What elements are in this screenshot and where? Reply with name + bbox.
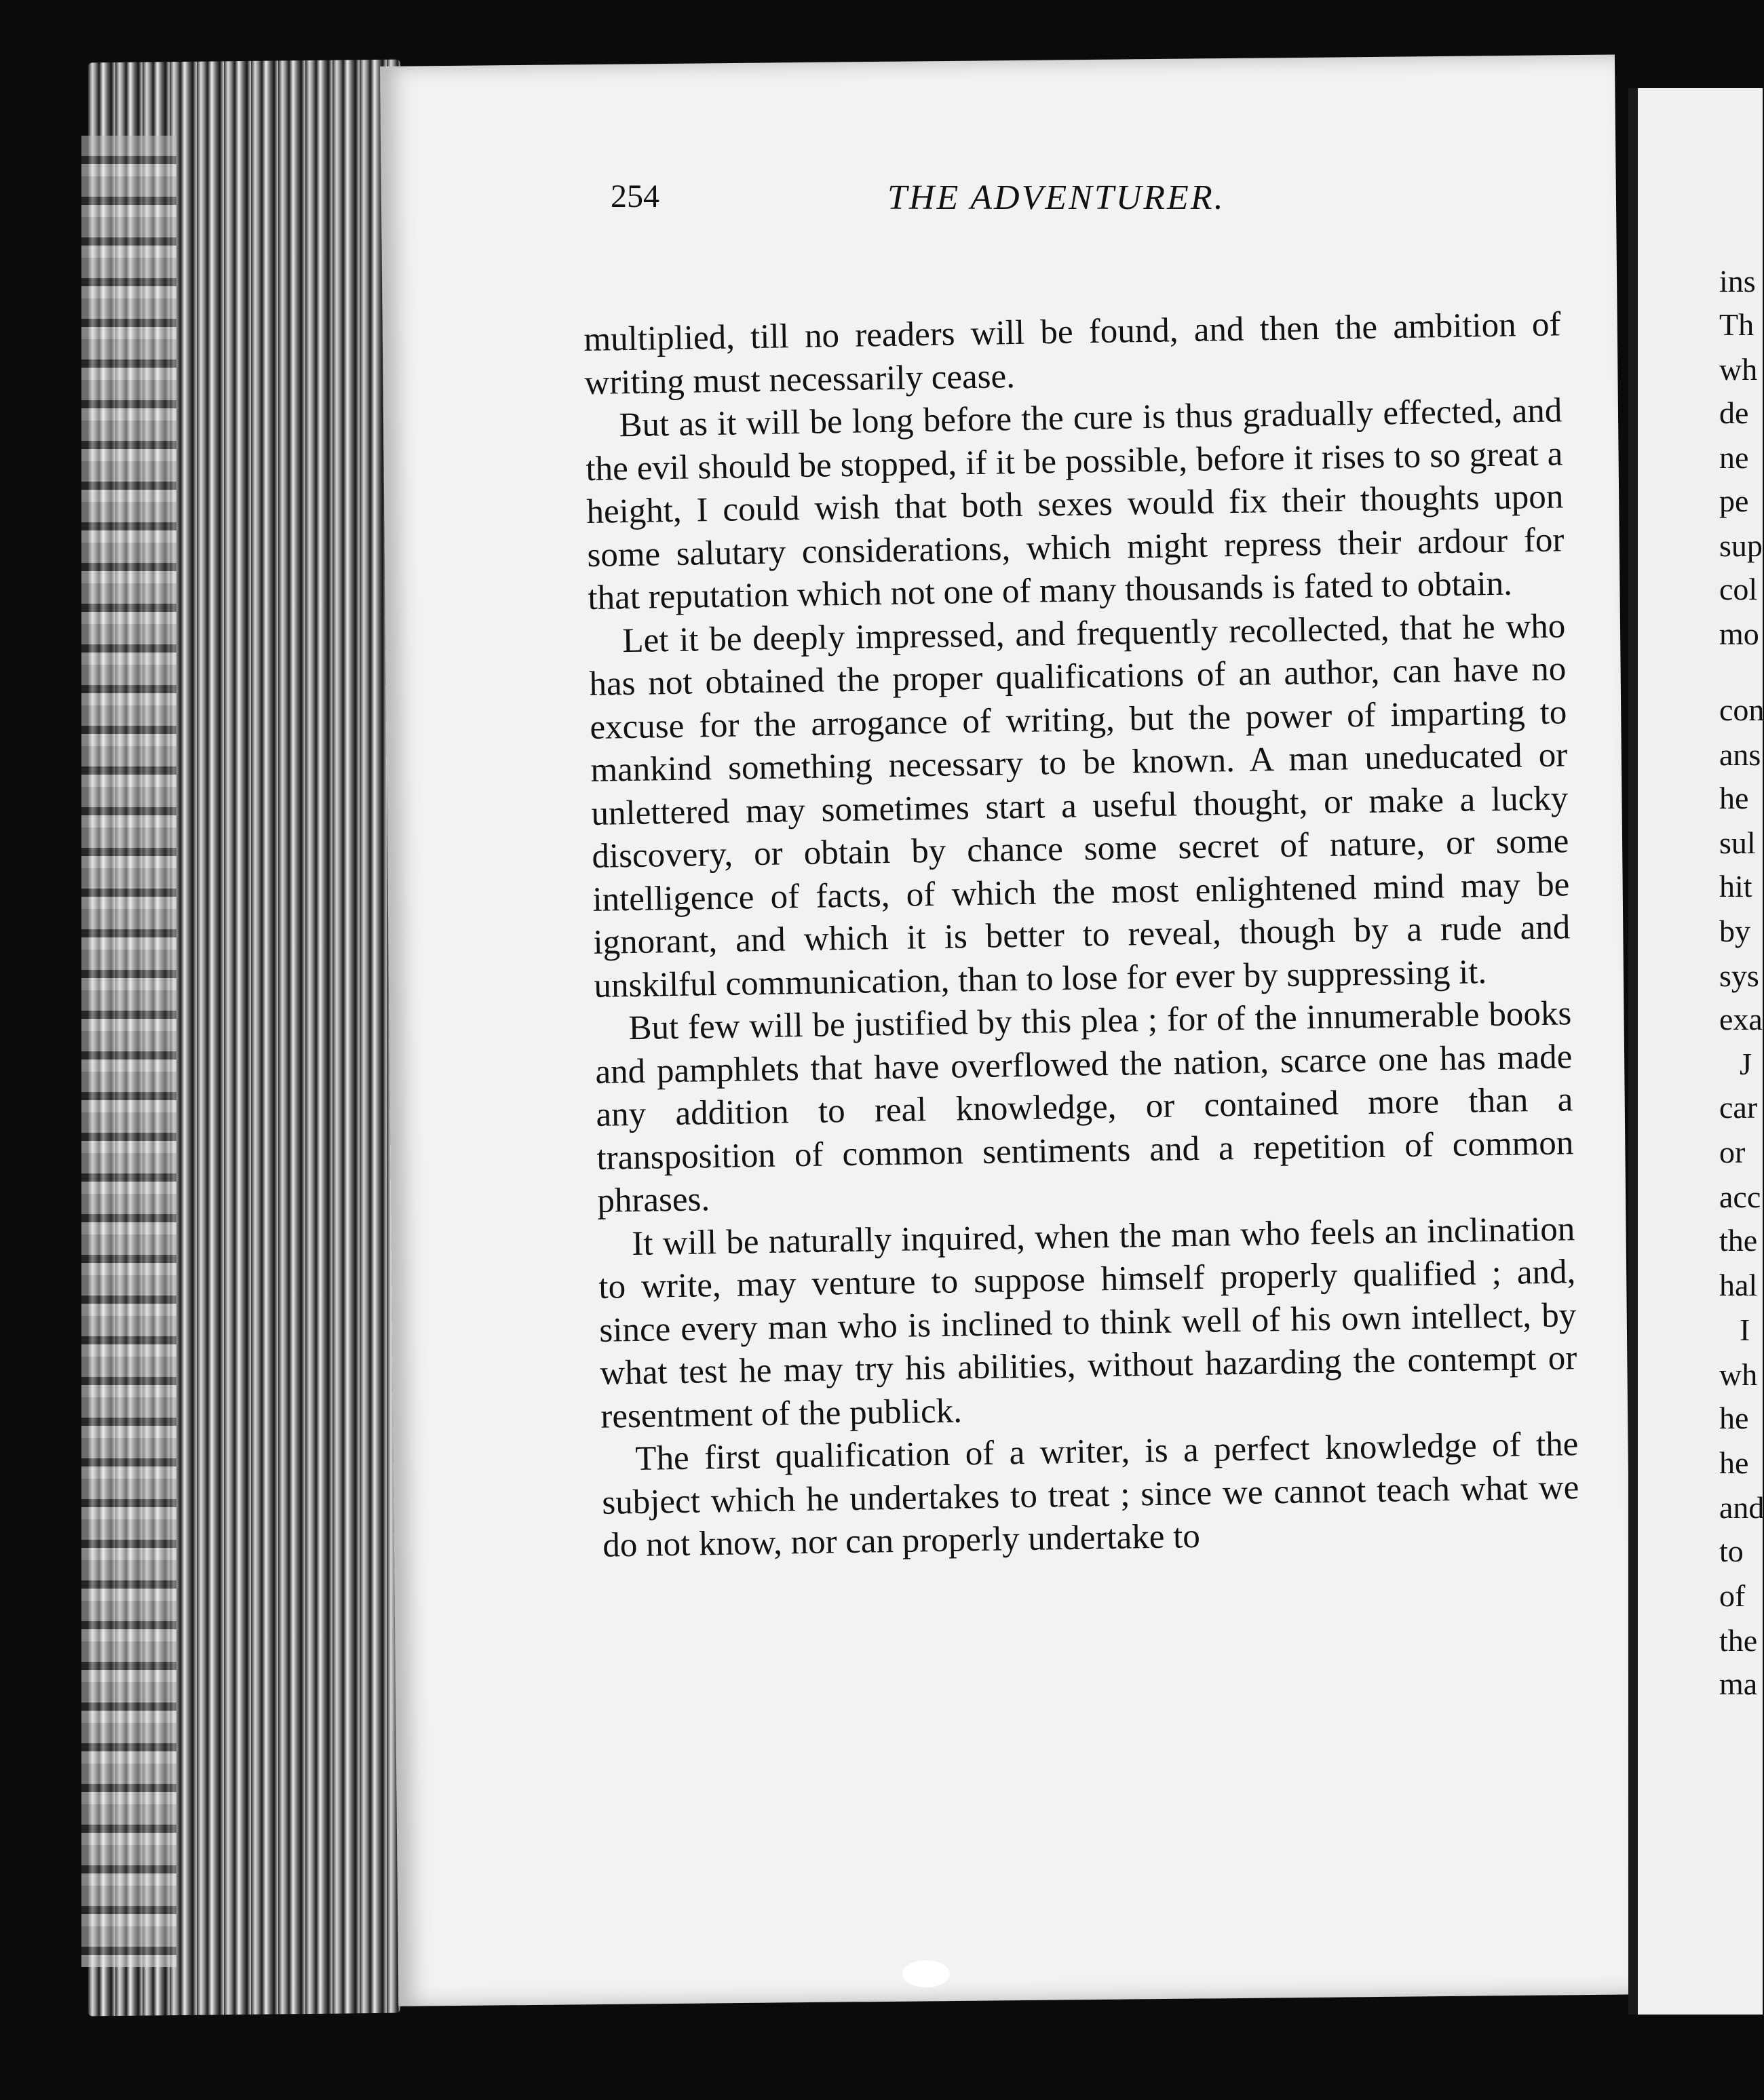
right-page-word: to — [1719, 1534, 1744, 1568]
right-page-word: hal — [1719, 1268, 1758, 1302]
right-page-word: de — [1719, 395, 1749, 430]
worn-page-edge — [81, 136, 176, 1967]
right-page-word: the — [1719, 1623, 1758, 1658]
running-head — [611, 178, 1316, 232]
right-page-word: of — [1719, 1578, 1746, 1613]
right-page-word: mo — [1719, 617, 1759, 651]
right-page-word: he — [1719, 781, 1749, 815]
right-page-word: car — [1719, 1090, 1758, 1125]
right-page-word: pe — [1719, 484, 1749, 518]
right-page-word: ans — [1719, 737, 1761, 772]
paragraph: It will be naturally inquired, when the man who feels an inclination to write, may venture to suppose himself properly qualified ; and, since every man who is inclined to think well of his own intellect, by what test he may try his abilities, without hazarding the contempt or resentment of the publick. — [598, 1209, 1577, 1436]
right-page-word: ins — [1719, 264, 1756, 298]
paragraph: The first qualification of a writer, is a perfect knowledge of the subject which he undertakes to treat ; since we cannot teach what we do not know, nor can properly undertake to — [601, 1425, 1579, 1565]
right-page-word: I — [1740, 1312, 1750, 1347]
right-page-word: sup — [1719, 528, 1763, 563]
right-page-word: J — [1740, 1047, 1752, 1081]
paragraph: Let it be deeply impressed, and frequently recollected, that he who has not obtained the proper qualifications of an author, can have no excuse for the arrogance of writing, but the power of imparting to mankind something necessary to be known. A man uneducated or unlettered may sometimes start a useful thought, or make a lucky discovery, or obtain by chance some secret of nature, or some intelligence of facts, of which the most enlightened mind may be ignorant, and which it is better to reveal, though by a rude and unskilful communication, than to lose for ever by suppressing it. — [589, 606, 1571, 1005]
page-number: 254 — [611, 178, 659, 214]
right-page-word: he — [1719, 1445, 1749, 1480]
right-page-word: acc — [1719, 1180, 1761, 1214]
right-page-word: he — [1719, 1401, 1749, 1435]
paragraph: But few will be justified by this plea ; for of the innumerable books and pamphlets that have overflowed the nation, scarce one has made any addition to real knowledge, or contained more than a transposition of common sentiments and a repetition of common phrases. — [595, 994, 1574, 1220]
right-page-word: col — [1719, 572, 1758, 606]
right-page-word: ne — [1719, 440, 1749, 475]
right-page-fragment — [1628, 88, 1763, 2015]
paragraph: But as it will be long before the cure is thus gradually effected, and the evil should be stopped, if it be possible, before it rises to so great a height, I could wish that both sexes would fix their thoughts upon some salutary considerations, which might repress their ardour for that reputation which not one of many thousands is fated to obtain. — [586, 391, 1565, 617]
right-page-word: sul — [1719, 825, 1756, 860]
dust-speck — [902, 1960, 950, 1987]
right-page-word: wh — [1719, 1357, 1758, 1392]
right-page-word: and — [1719, 1490, 1764, 1525]
right-page-word: or — [1719, 1135, 1746, 1169]
right-page-word: ma — [1719, 1667, 1758, 1701]
right-page-word: sys — [1719, 958, 1759, 993]
paragraph: multiplied, till no readers will be found, and then the ambition of writing must necessarily cease. — [583, 305, 1561, 402]
right-page-word: Th — [1719, 307, 1755, 342]
right-page-word: wh — [1719, 352, 1758, 387]
right-page-word: hit — [1719, 869, 1752, 903]
running-title: THE ADVENTURER. — [887, 178, 1225, 217]
right-page-word: con — [1719, 693, 1764, 727]
right-page-word: by — [1719, 914, 1750, 948]
right-page-word: the — [1719, 1223, 1758, 1258]
right-page-word: exa — [1719, 1002, 1763, 1036]
body-text — [583, 303, 1580, 1568]
